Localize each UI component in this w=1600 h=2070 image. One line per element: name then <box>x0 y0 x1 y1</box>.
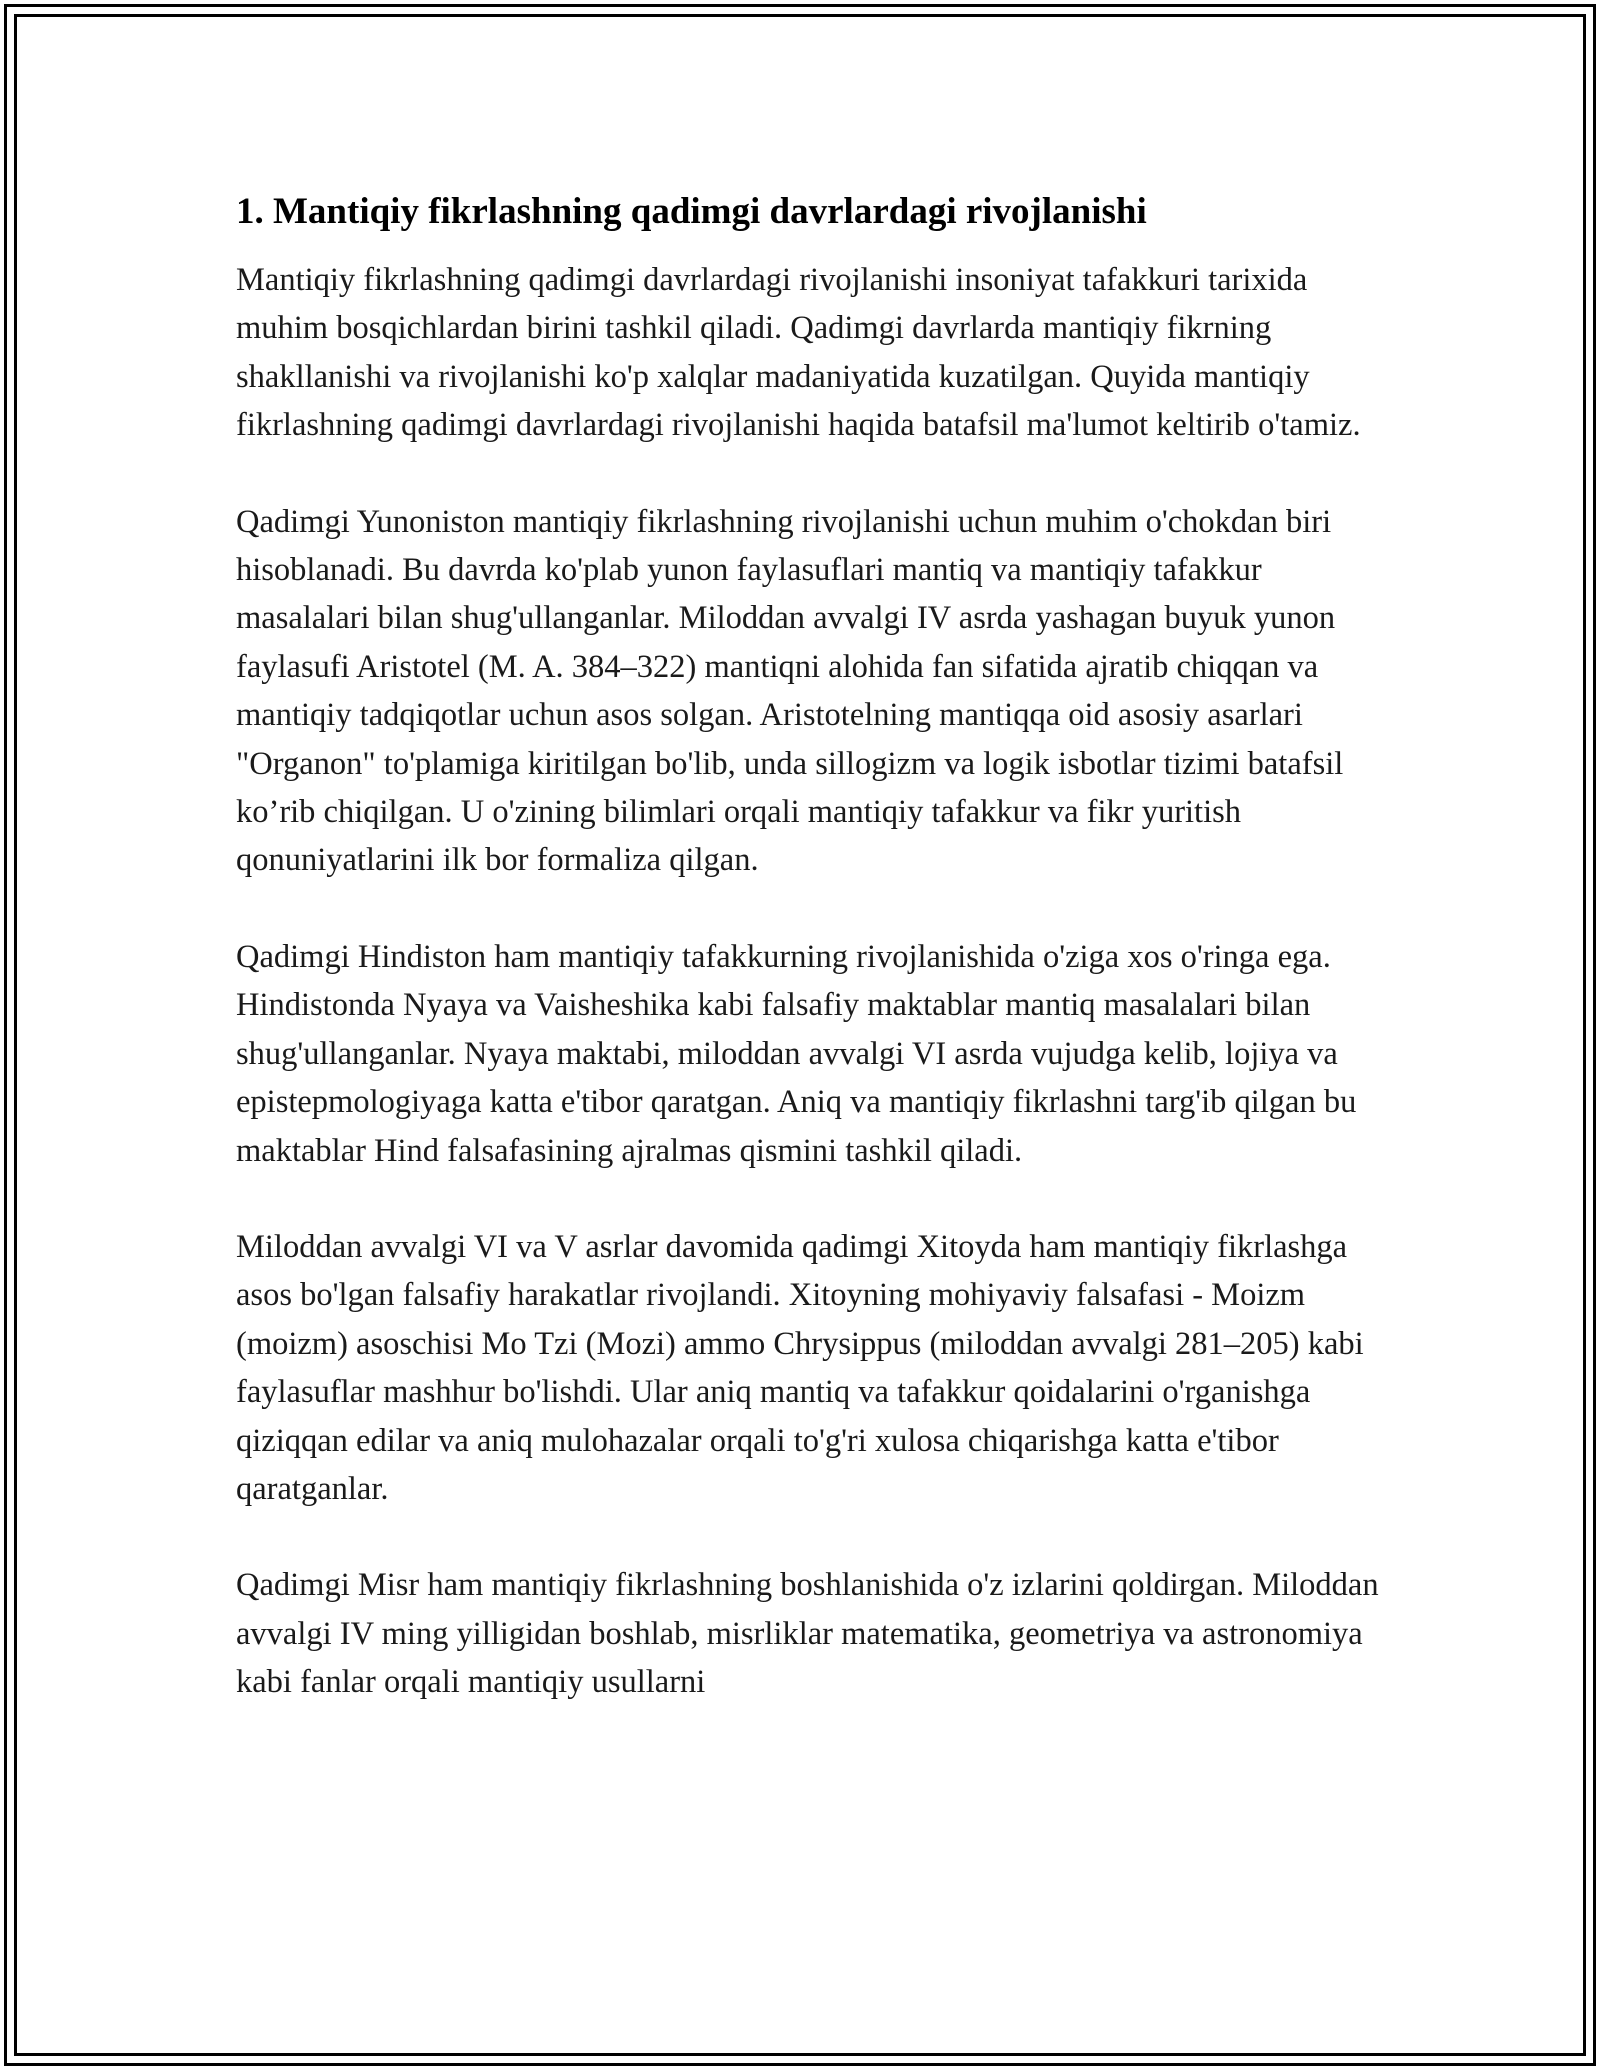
paragraph-egypt: Qadimgi Misr ham mantiqiy fikrlashning boshlanishida o'z izlarini qoldirgan. Miloddan avvalgi IV ming yilligidan boshlab, misrliklar matematika, geometriya va astronomiya kabi fanlar orqali mantiqiy usullarni <box>236 1567 1379 1701</box>
paragraph-intro: Mantiqiy fikrlashning qadimgi davrlardagi rivojlanishi insoniyat tafakkuri tarixida muhim bosqichlardan birini tashkil qiladi. Qadimgi davrlarda mantiqiy fikrning shakllanishi va rivojlanishi ko'p xalqlar madaniyatida kuzatilgan. Quyida mantiqiy fikrlashning qadimgi davrlardagi rivojlanishi haqida batafsil ma'lumot keltirib o'tamiz. <box>236 262 1361 444</box>
document-body <box>236 188 1386 1755</box>
paragraph-china: Miloddan avvalgi VI va V asrlar davomida qadimgi Xitoyda ham mantiqiy fikrlashga asos bo'lgan falsafiy harakatlar rivojlandi. Xitoyning mohiyaviy falsafasi - Moizm (moizm) asoschisi Mo Tzi (Mozi) ammo Chrysippus (miloddan avvalgi 281–205) kabi faylasuflar mashhur bo'lishdi. Ular aniq mantiq va tafakkur qoidalarini o'rganishga qiziqqan edilar va aniq mulohazalar orqali to'g'ri xulosa chiqarishga katta e'tibor qaratganlar. <box>236 1228 1364 1507</box>
paragraph-greece: Qadimgi Yunoniston mantiqiy fikrlashning rivojlanishi uchun muhim o'chokdan biri hisoblanadi. Bu davrda ko'plab yunon faylasuflari mantiq va mantiqiy tafakkur masalalari bilan shug'ullanganlar. Miloddan avvalgi IV asrda yashagan buyuk yunon faylasufi Aristotel (M. A. 384–322) mantiqni alohida fan sifatida ajratib chiqqan va mantiqiy tadqiqotlar uchun asos solgan. Aristotelning mantiqqa oid asosiy asarlari "Organon" to'plamiga kiritilgan bo'lib, unda sillogizm va logik isbotlar tizimi batafsil ko’rib chiqilgan. U o'zining bilimlari orqali mantiqiy tafakkur va fikr yuritish qonuniyatlarini ilk bor formaliza qilgan. <box>236 503 1344 879</box>
paragraph-india: Qadimgi Hindiston ham mantiqiy tafakkurning rivojlanishida o'ziga xos o'ringa ega. Hindistonda Nyaya va Vaisheshika kabi falsafiy maktablar mantiq masalalari bilan shug'ullanganlar. Nyaya maktabi, miloddan avvalgi VI asrda vujudga kelib, lojiya va epistepmologiyaga katta e'tibor qaratgan. Aniq va mantiqiy fikrlashni targ'ib qilgan bu maktablar Hind falsafasining ajralmas qismini tashkil qiladi. <box>236 938 1357 1169</box>
section-heading: 1. Mantiqiy fikrlashning qadimgi davrlardagi rivojlanishi <box>236 191 1147 232</box>
